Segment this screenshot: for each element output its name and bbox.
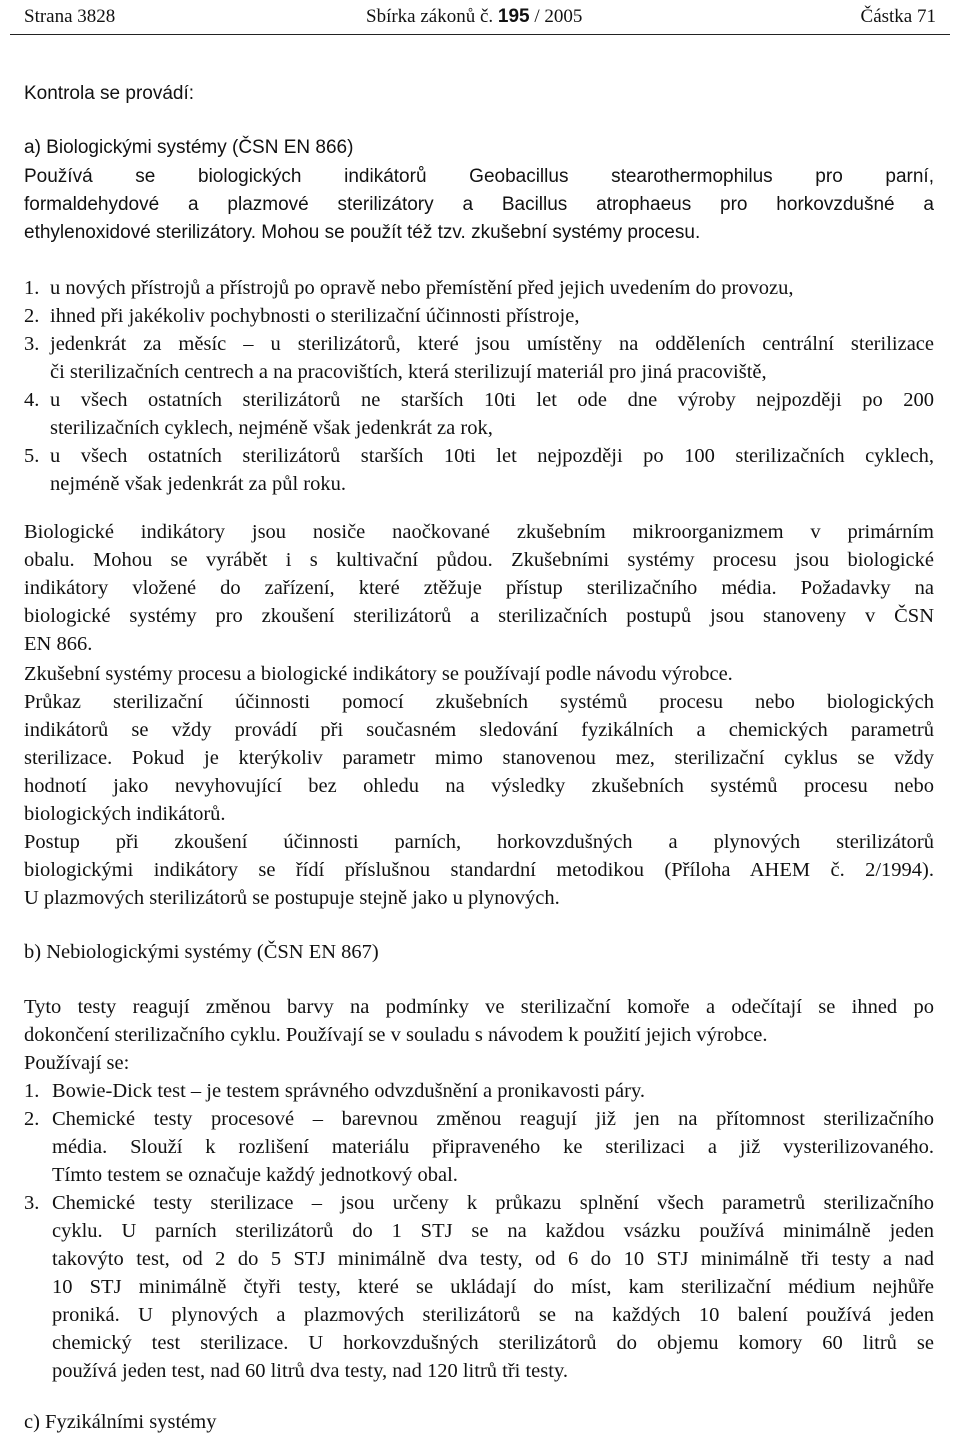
list-item-text: cyklu. U parních sterilizátorů do 1 STJ se na každou vsázku používá minimálně jeden [52,1220,934,1242]
list-item-number: 2. [24,305,40,327]
list-item [24,330,934,386]
paragraph-line: biologické systémy pro zkoušení sterilizátorů a sterilizačních postupů jsou stanoveny v ČSN [24,605,934,627]
list-item-text: 10 STJ minimálně čtyři testy, které se ukládají do míst, kam sterilizační médium nejhůře [52,1276,934,1298]
list-item-text: jedenkrát za měsíc – u sterilizátorů, které jsou umístěny na odděleních centrální sterilizace [50,333,934,355]
section-a-list [24,274,934,498]
paragraph-line: biologickými indikátory se řídí příslušnou standardní metodikou (Příloha AHEM č. 2/1994). [24,859,934,881]
list-item [24,1105,934,1189]
paragraph-line: EN 866. [24,633,93,655]
paragraph-line: Biologické indikátory jsou nosiče naočkované zkušebním mikroorganizmem v primárním [24,521,934,543]
paragraph-line: dokončení sterilizačního cyklu. Používají se v souladu s návodem k použití jejich výrobce. [24,1024,768,1046]
paragraph-line: hodnotí jako nevyhovující bez ohledu na výsledky zkušebních systémů procesu nebo [24,775,934,797]
paragraph-line: biologických indikátorů. [24,803,226,825]
list-item [24,1077,934,1105]
list-item-number: 5. [24,445,40,467]
list-item [24,302,934,330]
section-b-heading: b) Nebiologickými systémy (ČSN EN 867) [24,941,379,963]
list-item [24,274,934,302]
page-number: Strana 3828 [24,6,116,27]
list-item-text: či sterilizačních centrech a na pracovištích, která sterilizují materiál pro jiná pracoviště, [50,361,767,383]
list-item-number: 1. [24,1080,40,1102]
list-item-text: používá jeden test, nad 60 litrů dva testy, nad 120 litrů tři testy. [52,1360,568,1382]
law-number: 195 [497,6,530,27]
part-label: Částka 71 [860,6,936,27]
list-item-text: sterilizačních cyklech, nejméně však jedenkrát za rok, [50,417,493,439]
list-item-text: Chemické testy sterilizace – jsou určeny k průkazu splnění všech parametrů sterilizačního [52,1192,934,1214]
paragraph-line: Tyto testy reagují změnou barvy na podmínky ve sterilizační komoře a odečítají se ihned po [24,996,934,1018]
list-item-number: 3. [24,333,40,355]
paragraph-line: formaldehydové a plazmové sterilizátory a Bacillus atrophaeus pro horkovzdušné a [24,194,934,215]
list-item-number: 1. [24,277,40,299]
paragraph-line: Průkaz sterilizační účinnosti pomocí zkušebních systémů procesu nebo biologických [24,691,934,713]
list-item-text: Chemické testy procesové – barevnou změnou reagují již jen na přítomnost sterilizačního [52,1108,934,1130]
paragraph-line: U plazmových sterilizátorů se postupuje stejně jako u plynových. [24,887,560,909]
intro-text: Kontrola se provádí: [24,83,195,104]
list-item-text: takovýto test, od 2 do 5 STJ minimálně dva testy, od 6 do 10 STJ minimálně tři testy a nad [52,1248,934,1270]
list-item-text: ihned při jakékoliv pochybnosti o sterilizační účinnosti přístroje, [50,305,580,327]
section-c-heading: c) Fyzikálními systémy [24,1411,217,1433]
list-item-text: Bowie-Dick test – je testem správného odvzdušnění a pronikavosti páry. [52,1080,646,1102]
section-b-list [24,1077,934,1385]
list-item-text: u všech ostatních sterilizátorů starších 10ti let nejpozději po 100 sterilizačních cyklech, [50,445,934,467]
collection-title [366,6,582,28]
list-item-text: nejméně však jedenkrát za půl roku. [50,473,346,495]
paragraph-line: indikátorů se vždy provádí při současném sledování fyzikálních a chemických parametrů [24,719,934,741]
paragraph-line: obalu. Mohou se vyrábět i s kultivační půdou. Zkušebními systémy procesu jsou biologické [24,549,934,571]
list-item-text: u všech ostatních sterilizátorů ne starších 10ti let ode dne výroby nejpozději po 200 [50,389,934,411]
paragraph-line: ethylenoxidové sterilizátory. Mohou se použít též tzv. zkušební systémy procesu. [24,222,701,243]
list-item [24,1189,934,1385]
list-item-text: média. Slouží k rozlišení materiálu připraveného ke sterilizaci a již vysterilizovaného. [52,1136,934,1158]
paragraph-line: Postup při zkoušení účinnosti parních, horkovzdušných a plynových sterilizátorů [24,831,934,853]
section-a-intro-paragraph [24,163,934,247]
list-item-number: 4. [24,389,40,411]
paragraph-line: Používá se biologických indikátorů Geobacillus stearothermophilus pro parní, [24,166,934,187]
list-item-text: u nových přístrojů a přístrojů po opravě nebo přemístění před jejich uvedením do provozu, [50,277,794,299]
paragraph-line: sterilizace. Pokud je kterýkoliv parametr mimo stanovenou mez, sterilizační cyklus se vždy [24,747,934,769]
page-header [10,4,950,35]
list-item-number: 2. [24,1108,40,1130]
section-b-uses-label: Používají se: [24,1052,130,1074]
section-a-heading: a) Biologickými systémy (ČSN EN 866) [24,137,354,158]
list-item-number: 3. [24,1192,40,1214]
list-item [24,386,934,442]
section-b-paragraph [24,993,934,1049]
section-a-paragraph-5 [24,828,934,912]
list-item-text: chemický test sterilizace. U horkovzdušných sterilizátorů do objemu komory 60 litrů se [52,1332,934,1354]
list-item [24,442,934,498]
list-item-text: proniká. U plynových a plazmových sterilizátorů se na každých 10 balení používá jeden [52,1304,934,1326]
list-item-text: Tímto testem se označuje každý jednotkový obal. [52,1164,458,1186]
collection-prefix: Sbírka zákonů č. [366,6,494,27]
section-a-paragraph-3: Zkušební systémy procesu a biologické indikátory se používají podle návodu výrobce. [24,663,733,685]
law-year: / 2005 [534,6,583,27]
section-a-paragraph-4 [24,688,934,828]
paragraph-line: indikátory vložené do zařízení, které ztěžuje přístup sterilizačního média. Požadavky na [24,577,934,599]
section-a-paragraph-2 [24,518,934,658]
